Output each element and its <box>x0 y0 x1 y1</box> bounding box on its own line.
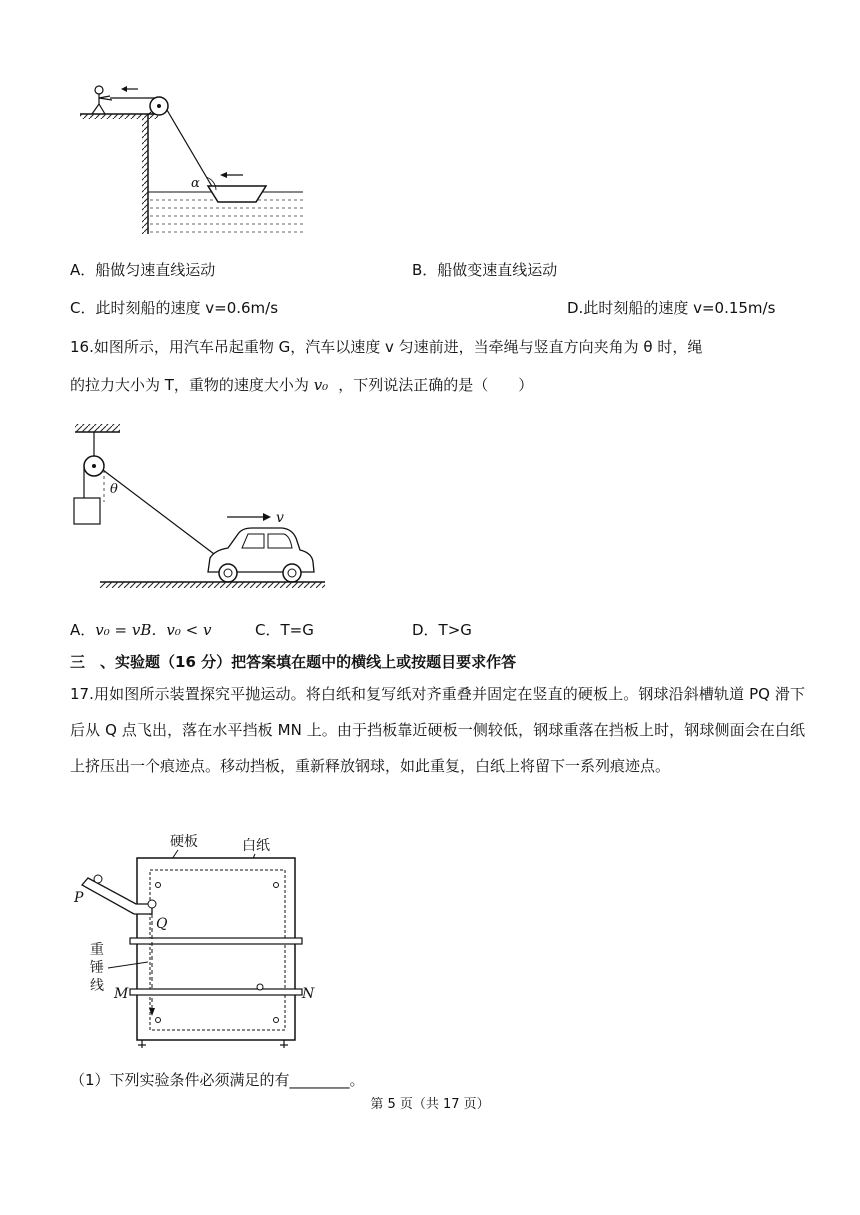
plumb-line-label-3: 线 <box>90 978 104 994</box>
q16-stem-v0: v₀ <box>313 376 329 394</box>
q16-option-ab-math: v₀ = vB．v₀ < v <box>95 621 212 639</box>
point-Q-label: Q <box>156 916 168 932</box>
q16-stem-line2 <box>70 375 533 395</box>
q16-option-a-prefix: A． <box>70 621 96 639</box>
plumb-line-label-1: 重 <box>90 942 104 958</box>
q15-option-d: D.此时刻船的速度 v=0.15m/s <box>567 299 776 317</box>
q15-option-b: B．船做变速直线运动 <box>412 261 558 279</box>
car-pulley-figure <box>70 420 330 600</box>
q16-stem-line1: 16.如图所示，用汽车吊起重物 G，汽车以速度 v 匀速前进，当牵绳与竖直方向夹角为 θ 时，绳 <box>70 338 703 356</box>
point-N-label: N <box>302 986 315 1002</box>
q16-option-c: C．T=G <box>255 621 314 639</box>
q16-option-d: D．T>G <box>412 621 472 639</box>
hardboard-label: 硬板 <box>170 834 198 850</box>
plumb-line-label-2: 锤 <box>90 960 104 976</box>
q17-stem: 17.用如图所示装置探究平抛运动。将白纸和复写纸对齐重叠并固定在竖直的硬板上。钢球沿斜槽轨道 PQ 滑下后从 Q 点飞出，落在水平挡板 MN 上。由于挡板靠近硬板一侧较低，钢球重落在挡板上时，钢球侧面会在白纸上挤压出一个痕迹点。移动挡板，重新释放钢球，如此重复，白纸上将留下一系列痕迹点。 <box>70 685 805 775</box>
q16-options <box>70 620 211 640</box>
section-3-title: 三 、实验题（16 分）把答案填在题中的横线上或按题目要求作答 <box>70 653 517 671</box>
point-M-label: M <box>114 986 129 1002</box>
boat-pulley-figure <box>78 82 318 242</box>
point-P-label: P <box>74 890 84 906</box>
q16-stem-line2-b: ，下列说法正确的是（ ） <box>338 376 534 394</box>
velocity-v-label: v <box>276 510 284 526</box>
projectile-apparatus-figure <box>70 830 330 1055</box>
white-paper-label: 白纸 <box>242 838 270 854</box>
page-number-footer: 第 5 页（共 17 页） <box>370 1097 490 1112</box>
angle-theta-label: θ <box>110 482 118 497</box>
q15-option-a: A．船做匀速直线运动 <box>70 261 216 279</box>
q16-stem-line2-a: 的拉力大小为 T，重物的速度大小为 <box>70 376 314 394</box>
q15-option-c: C．此时刻船的速度 v=0.6m/s <box>70 299 279 317</box>
angle-alpha-label: α <box>191 176 200 191</box>
q17-sub-question-1: （1）下列实验条件必须满足的有________。 <box>70 1071 365 1089</box>
